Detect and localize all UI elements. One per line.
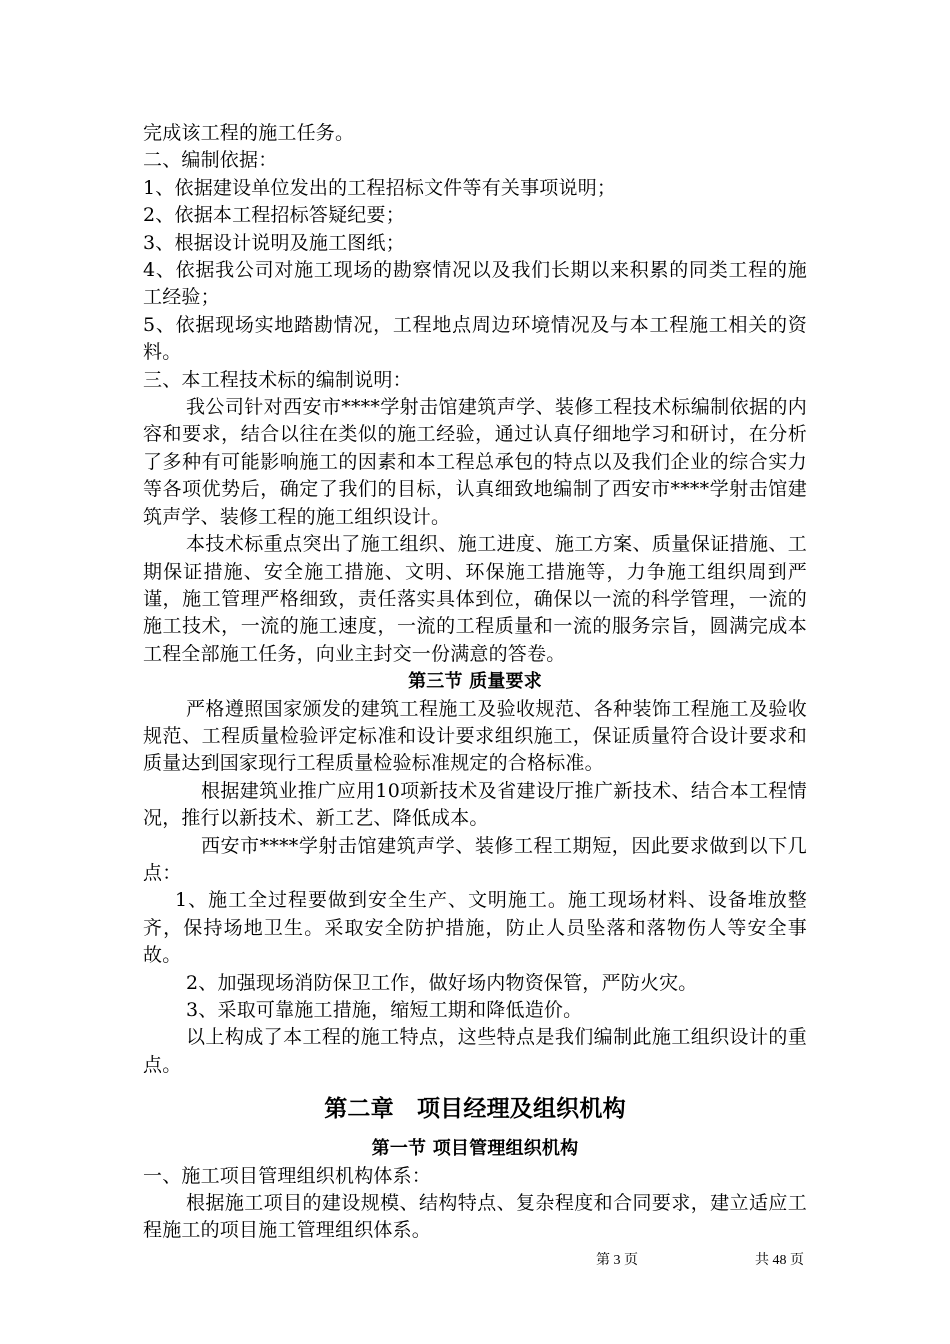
document-body [143, 120, 807, 1245]
paragraph: 以上构成了本工程的施工特点，这些特点是我们编制此施工组织设计的重点。 [143, 1026, 807, 1076]
paragraph: 西安市****学射击馆建筑声学、装修工程工期短，因此要求做到以下几点： [143, 834, 807, 884]
paragraph: 完成该工程的施工任务。 [143, 122, 355, 144]
page-number: 第 3 页 [596, 1253, 638, 1268]
section-title-organization: 第一节 项目管理组织机构 [371, 1138, 579, 1160]
list-heading-basis: 二、编制依据： [143, 149, 278, 172]
list-item: 3、采取可靠施工措施，缩短工期和降低造价。 [186, 999, 583, 1021]
paragraph: 严格遵照国家颁发的建筑工程施工及验收规范、各种装饰工程施工及验收规范、工程质量检验评定标准和设计要求组织施工，保证质量符合设计要求和质量达到国家现行工程质量检验标准规定的合格标准。 [143, 697, 807, 775]
list-item: 4、依据我公司对施工现场的勘察情况以及我们长期以来积累的同类工程的施工经验； [143, 259, 807, 309]
paragraph: 根据建筑业推广应用10项新技术及省建设厅推广新技术、结合本工程情况，推行以新技术、新工艺、降低成本。 [143, 779, 807, 830]
list-heading-notes: 三、本工程技术标的编制说明： [143, 368, 412, 391]
paragraph: 本技术标重点突出了施工组织、施工进度、施工方案、质量保证措施、工期保证措施、安全施工措施、文明、环保施工措施等，力争施工组织周到严谨，施工管理严格细致，责任落实具体到位，确保以一流的科学管理，一流的施工技术，一流的施工速度，一流的工程质量和一流的服务宗旨，圆满完成本工程全部施工任务，向业主封交一份满意的答卷。 [143, 533, 807, 665]
list-item: 2、加强现场消防保卫工作，做好场内物资保管，严防火灾。 [186, 971, 698, 994]
section-title-quality: 第三节 质量要求 [408, 671, 542, 693]
list-item: 5、依据现场实地踏勘情况，工程地点周边环境情况及与本工程施工相关的资料。 [143, 313, 807, 364]
chapter-title: 第二章 项目经理及组织机构 [324, 1096, 626, 1123]
list-item: 2、依据本工程招标答疑纪要； [143, 204, 405, 227]
page-total: 共 48 页 [755, 1253, 804, 1268]
list-item: 1、依据建设单位发出的工程招标文件等有关事项说明； [143, 176, 617, 199]
list-heading-organization: 一、施工项目管理组织机构体系： [143, 1164, 432, 1187]
list-item: 3、根据设计说明及施工图纸； [143, 231, 405, 254]
paragraph: 根据施工项目的建设规模、结构特点、复杂程度和合同要求，建立适应工程施工的项目施工管理组织体系。 [143, 1192, 807, 1242]
list-item: 1、施工全过程要做到安全生产、文明施工。施工现场材料、设备堆放整齐，保持场地卫生。采取安全防护措施，防止人员坠落和落物伤人等安全事故。 [143, 889, 807, 967]
paragraph: 我公司针对西安市****学射击馆建筑声学、装修工程技术标编制依据的内容和要求，结合以往在类似的施工经验，通过认真仔细地学习和研讨，在分析了多种有可能影响施工的因素和本工程总承包的特点以及我们企业的综合实力等各项优势后，确定了我们的目标，认真细致地编制了西安市****学射击馆建筑声学、装修工程的施工组织设计。 [143, 396, 807, 528]
